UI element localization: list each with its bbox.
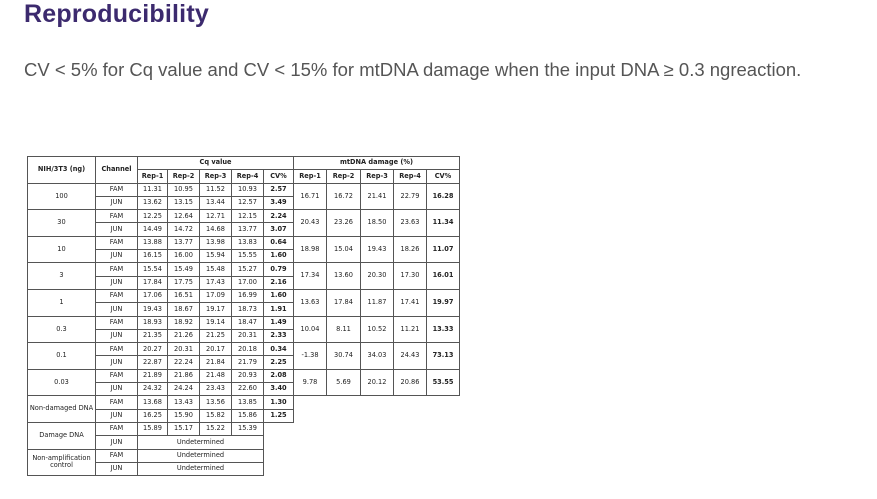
empty-cell — [327, 436, 361, 449]
cq-cell: 22.60 — [232, 383, 264, 396]
empty-cell — [427, 449, 460, 462]
empty-cell — [327, 409, 361, 422]
empty-cell — [361, 436, 394, 449]
undetermined-cell: Undetermined — [138, 449, 264, 462]
cq-cell: 10.93 — [232, 183, 264, 196]
damage-cell: 10.04 — [294, 316, 327, 343]
cq-cell: 19.43 — [138, 303, 168, 316]
damage-cv-cell: 13.33 — [427, 316, 460, 343]
damage-cell: 23.63 — [394, 210, 427, 237]
channel-cell: JUN — [96, 196, 138, 209]
damage-cell: 30.74 — [327, 343, 361, 370]
cq-cell: 14.72 — [168, 223, 200, 236]
cq-cell: 13.15 — [168, 196, 200, 209]
cq-cell: 20.17 — [200, 343, 232, 356]
undetermined-cell: Undetermined — [138, 462, 264, 475]
damage-cell: 11.87 — [361, 289, 394, 316]
cq-cell: 18.93 — [138, 316, 168, 329]
cq-cell: 24.24 — [168, 383, 200, 396]
cq-cell: 13.43 — [168, 396, 200, 409]
damage-cell: 20.86 — [394, 369, 427, 396]
channel-cell: FAM — [96, 210, 138, 223]
sample-cell: 10 — [28, 236, 96, 263]
cq-cell: 13.85 — [232, 396, 264, 409]
cq-cell: 21.84 — [200, 356, 232, 369]
empty-cell — [294, 436, 327, 449]
cq-cell: 15.17 — [168, 422, 200, 435]
empty-cell — [294, 409, 327, 422]
damage-cell: 5.69 — [327, 369, 361, 396]
subheader-damage: Rep-1 — [294, 170, 327, 183]
cq-cell: 15.82 — [200, 409, 232, 422]
channel-cell: JUN — [96, 250, 138, 263]
subheader-cq: Rep-3 — [200, 170, 232, 183]
damage-cell: 8.11 — [327, 316, 361, 343]
channel-cell: FAM — [96, 236, 138, 249]
cq-cell: 16.51 — [168, 289, 200, 302]
empty-cell — [427, 422, 460, 435]
damage-cell: -1.38 — [294, 343, 327, 370]
cq-cv-cell: 2.57 — [264, 183, 294, 196]
table-row — [28, 396, 460, 409]
empty-cell — [294, 449, 327, 462]
channel-cell: JUN — [96, 356, 138, 369]
table-row — [28, 236, 460, 249]
cq-cell: 15.49 — [168, 263, 200, 276]
empty-cell — [394, 409, 427, 422]
damage-cv-cell: 53.55 — [427, 369, 460, 396]
damage-cell: 13.63 — [294, 289, 327, 316]
cq-cell: 18.73 — [232, 303, 264, 316]
sample-cell: 100 — [28, 183, 96, 210]
channel-cell: FAM — [96, 183, 138, 196]
damage-cell: 16.72 — [327, 183, 361, 210]
channel-cell: JUN — [96, 383, 138, 396]
empty-cell — [327, 422, 361, 435]
cq-cell: 11.31 — [138, 183, 168, 196]
table-row — [28, 449, 460, 462]
cq-cell: 12.71 — [200, 210, 232, 223]
sample-cell: 3 — [28, 263, 96, 290]
empty-cell — [294, 396, 327, 409]
cq-cell: 24.32 — [138, 383, 168, 396]
cq-cv-cell: 1.30 — [264, 396, 294, 409]
empty-cell — [264, 462, 294, 475]
damage-cell: 15.04 — [327, 236, 361, 263]
table-row — [28, 316, 460, 329]
cq-cell: 18.47 — [232, 316, 264, 329]
cq-cell: 13.88 — [138, 236, 168, 249]
sample-cell: Non-damaged DNA — [28, 396, 96, 423]
channel-cell: FAM — [96, 343, 138, 356]
cq-cell: 15.55 — [232, 250, 264, 263]
table-row — [28, 183, 460, 196]
cq-cv-cell: 3.49 — [264, 196, 294, 209]
channel-cell: JUN — [96, 409, 138, 422]
empty-cell — [361, 449, 394, 462]
undetermined-cell: Undetermined — [138, 436, 264, 449]
sample-cell: 0.1 — [28, 343, 96, 370]
cq-cell: 20.31 — [232, 329, 264, 342]
channel-cell: FAM — [96, 316, 138, 329]
table-row — [28, 369, 460, 382]
subheader-cq: Rep-1 — [138, 170, 168, 183]
cq-cell: 22.87 — [138, 356, 168, 369]
damage-cell: 13.60 — [327, 263, 361, 290]
subheader-cq: Rep-4 — [232, 170, 264, 183]
cq-cv-cell: 0.64 — [264, 236, 294, 249]
cq-cell: 17.75 — [168, 276, 200, 289]
damage-cv-cell: 73.13 — [427, 343, 460, 370]
damage-cell: 16.71 — [294, 183, 327, 210]
cq-cv-cell: 2.08 — [264, 369, 294, 382]
cq-cell: 21.35 — [138, 329, 168, 342]
cq-cell: 20.27 — [138, 343, 168, 356]
page-subtitle: CV < 5% for Cq value and CV < 15% for mtDNA damage when the input DNA ≥ 0.3 ngreaction. — [24, 59, 802, 80]
cq-cell: 17.06 — [138, 289, 168, 302]
damage-cell: 23.26 — [327, 210, 361, 237]
damage-cell: 19.43 — [361, 236, 394, 263]
cq-cell: 16.15 — [138, 250, 168, 263]
damage-cell: 20.30 — [361, 263, 394, 290]
subheader-damage: Rep-2 — [327, 170, 361, 183]
sample-cell: Non-amplification control — [28, 449, 96, 476]
cq-cell: 20.93 — [232, 369, 264, 382]
header-cq-value: Cq value — [138, 157, 294, 170]
channel-cell: FAM — [96, 422, 138, 435]
cq-cell: 21.48 — [200, 369, 232, 382]
cq-cell: 21.25 — [200, 329, 232, 342]
empty-cell — [264, 422, 294, 435]
cq-cell: 15.94 — [200, 250, 232, 263]
damage-cell: 17.84 — [327, 289, 361, 316]
cq-cell: 14.49 — [138, 223, 168, 236]
cq-cell: 12.57 — [232, 196, 264, 209]
empty-cell — [427, 462, 460, 475]
empty-cell — [427, 409, 460, 422]
cq-cv-cell: 0.79 — [264, 263, 294, 276]
channel-cell: JUN — [96, 303, 138, 316]
cq-cv-cell: 0.34 — [264, 343, 294, 356]
cq-cv-cell: 3.40 — [264, 383, 294, 396]
cq-cell: 13.98 — [200, 236, 232, 249]
damage-cell: 21.41 — [361, 183, 394, 210]
damage-cell: 34.03 — [361, 343, 394, 370]
empty-cell — [394, 422, 427, 435]
reproducibility-table — [27, 156, 460, 476]
cq-cell: 23.43 — [200, 383, 232, 396]
damage-cell: 17.34 — [294, 263, 327, 290]
empty-cell — [361, 422, 394, 435]
cq-cell: 16.99 — [232, 289, 264, 302]
damage-cell: 20.43 — [294, 210, 327, 237]
cq-cv-cell: 2.33 — [264, 329, 294, 342]
damage-cell: 17.41 — [394, 289, 427, 316]
cq-cv-cell: 2.25 — [264, 356, 294, 369]
damage-cv-cell: 11.07 — [427, 236, 460, 263]
cq-cell: 15.39 — [232, 422, 264, 435]
damage-cell: 9.78 — [294, 369, 327, 396]
cq-cell: 17.43 — [200, 276, 232, 289]
cq-cell: 21.86 — [168, 369, 200, 382]
empty-cell — [394, 436, 427, 449]
cq-cv-cell: 1.49 — [264, 316, 294, 329]
cq-cell: 17.84 — [138, 276, 168, 289]
cq-cell: 12.15 — [232, 210, 264, 223]
cq-cell: 16.00 — [168, 250, 200, 263]
cq-cell: 15.48 — [200, 263, 232, 276]
damage-cv-cell: 16.01 — [427, 263, 460, 290]
empty-cell — [327, 449, 361, 462]
damage-cell: 18.26 — [394, 236, 427, 263]
empty-cell — [327, 462, 361, 475]
damage-cell: 22.79 — [394, 183, 427, 210]
channel-cell: FAM — [96, 449, 138, 462]
cq-cell: 17.00 — [232, 276, 264, 289]
damage-cv-cell: 19.97 — [427, 289, 460, 316]
sample-cell: 0.3 — [28, 316, 96, 343]
empty-cell — [294, 422, 327, 435]
channel-cell: JUN — [96, 223, 138, 236]
cq-cell: 12.25 — [138, 210, 168, 223]
cq-cv-cell: 1.60 — [264, 289, 294, 302]
damage-cell: 24.43 — [394, 343, 427, 370]
cq-cell: 21.89 — [138, 369, 168, 382]
cq-cell: 20.18 — [232, 343, 264, 356]
header-mtdna-damage: mtDNA damage (%) — [294, 157, 460, 170]
table-row — [28, 422, 460, 435]
subheader-cq: Rep-2 — [168, 170, 200, 183]
channel-cell: JUN — [96, 436, 138, 449]
channel-cell: JUN — [96, 329, 138, 342]
cq-cell: 12.64 — [168, 210, 200, 223]
cq-cell: 15.22 — [200, 422, 232, 435]
sample-cell: 1 — [28, 289, 96, 316]
cq-cell: 11.52 — [200, 183, 232, 196]
subheader-damage: Rep-4 — [394, 170, 427, 183]
cq-cell: 14.68 — [200, 223, 232, 236]
cq-cell: 13.56 — [200, 396, 232, 409]
sample-cell: 30 — [28, 210, 96, 237]
cq-cell: 17.09 — [200, 289, 232, 302]
channel-cell: FAM — [96, 289, 138, 302]
cq-cv-cell: 1.60 — [264, 250, 294, 263]
table-row — [28, 263, 460, 276]
cq-cell: 19.17 — [200, 303, 232, 316]
damage-cell: 18.50 — [361, 210, 394, 237]
header-channel: Channel — [96, 157, 138, 184]
cq-cell: 15.89 — [138, 422, 168, 435]
cq-cell: 13.68 — [138, 396, 168, 409]
damage-cell: 11.21 — [394, 316, 427, 343]
channel-cell: FAM — [96, 396, 138, 409]
cq-cell: 10.95 — [168, 183, 200, 196]
table-row — [28, 289, 460, 302]
channel-cell: JUN — [96, 276, 138, 289]
damage-cell: 10.52 — [361, 316, 394, 343]
empty-cell — [294, 462, 327, 475]
damage-cv-cell: 16.28 — [427, 183, 460, 210]
empty-cell — [394, 462, 427, 475]
cq-cell: 15.54 — [138, 263, 168, 276]
empty-cell — [264, 449, 294, 462]
cq-cv-cell: 3.07 — [264, 223, 294, 236]
cq-cell: 13.62 — [138, 196, 168, 209]
channel-cell: FAM — [96, 369, 138, 382]
empty-cell — [361, 462, 394, 475]
empty-cell — [361, 409, 394, 422]
cq-cell: 15.90 — [168, 409, 200, 422]
sample-cell: 0.03 — [28, 369, 96, 396]
damage-cell: 17.30 — [394, 263, 427, 290]
cq-cell: 20.31 — [168, 343, 200, 356]
damage-cell: 20.12 — [361, 369, 394, 396]
page-title: Reproducibility — [24, 0, 209, 28]
damage-cv-cell: 11.34 — [427, 210, 460, 237]
header-sample: NIH/3T3 (ng) — [28, 157, 96, 184]
cq-cell: 15.27 — [232, 263, 264, 276]
subheader-damage: Rep-3 — [361, 170, 394, 183]
cq-cell: 15.86 — [232, 409, 264, 422]
cq-cell: 22.24 — [168, 356, 200, 369]
cq-cv-cell: 1.25 — [264, 409, 294, 422]
subheader-cq: CV% — [264, 170, 294, 183]
cq-cell: 16.25 — [138, 409, 168, 422]
cq-cell: 13.77 — [168, 236, 200, 249]
cq-cell: 13.44 — [200, 196, 232, 209]
cq-cell: 13.83 — [232, 236, 264, 249]
empty-cell — [264, 436, 294, 449]
empty-cell — [427, 396, 460, 409]
cq-cell: 21.26 — [168, 329, 200, 342]
channel-cell: FAM — [96, 263, 138, 276]
cq-cell: 19.14 — [200, 316, 232, 329]
damage-cell: 18.98 — [294, 236, 327, 263]
cq-cv-cell: 1.91 — [264, 303, 294, 316]
cq-cv-cell: 2.24 — [264, 210, 294, 223]
empty-cell — [427, 436, 460, 449]
sample-cell: Damage DNA — [28, 422, 96, 449]
channel-cell: JUN — [96, 462, 138, 475]
cq-cell: 18.67 — [168, 303, 200, 316]
subheader-damage: CV% — [427, 170, 460, 183]
empty-cell — [394, 396, 427, 409]
cq-cell: 21.79 — [232, 356, 264, 369]
cq-cell: 18.92 — [168, 316, 200, 329]
cq-cv-cell: 2.16 — [264, 276, 294, 289]
empty-cell — [394, 449, 427, 462]
empty-cell — [327, 396, 361, 409]
empty-cell — [361, 396, 394, 409]
table-row — [28, 210, 460, 223]
table-row — [28, 343, 460, 356]
cq-cell: 13.77 — [232, 223, 264, 236]
